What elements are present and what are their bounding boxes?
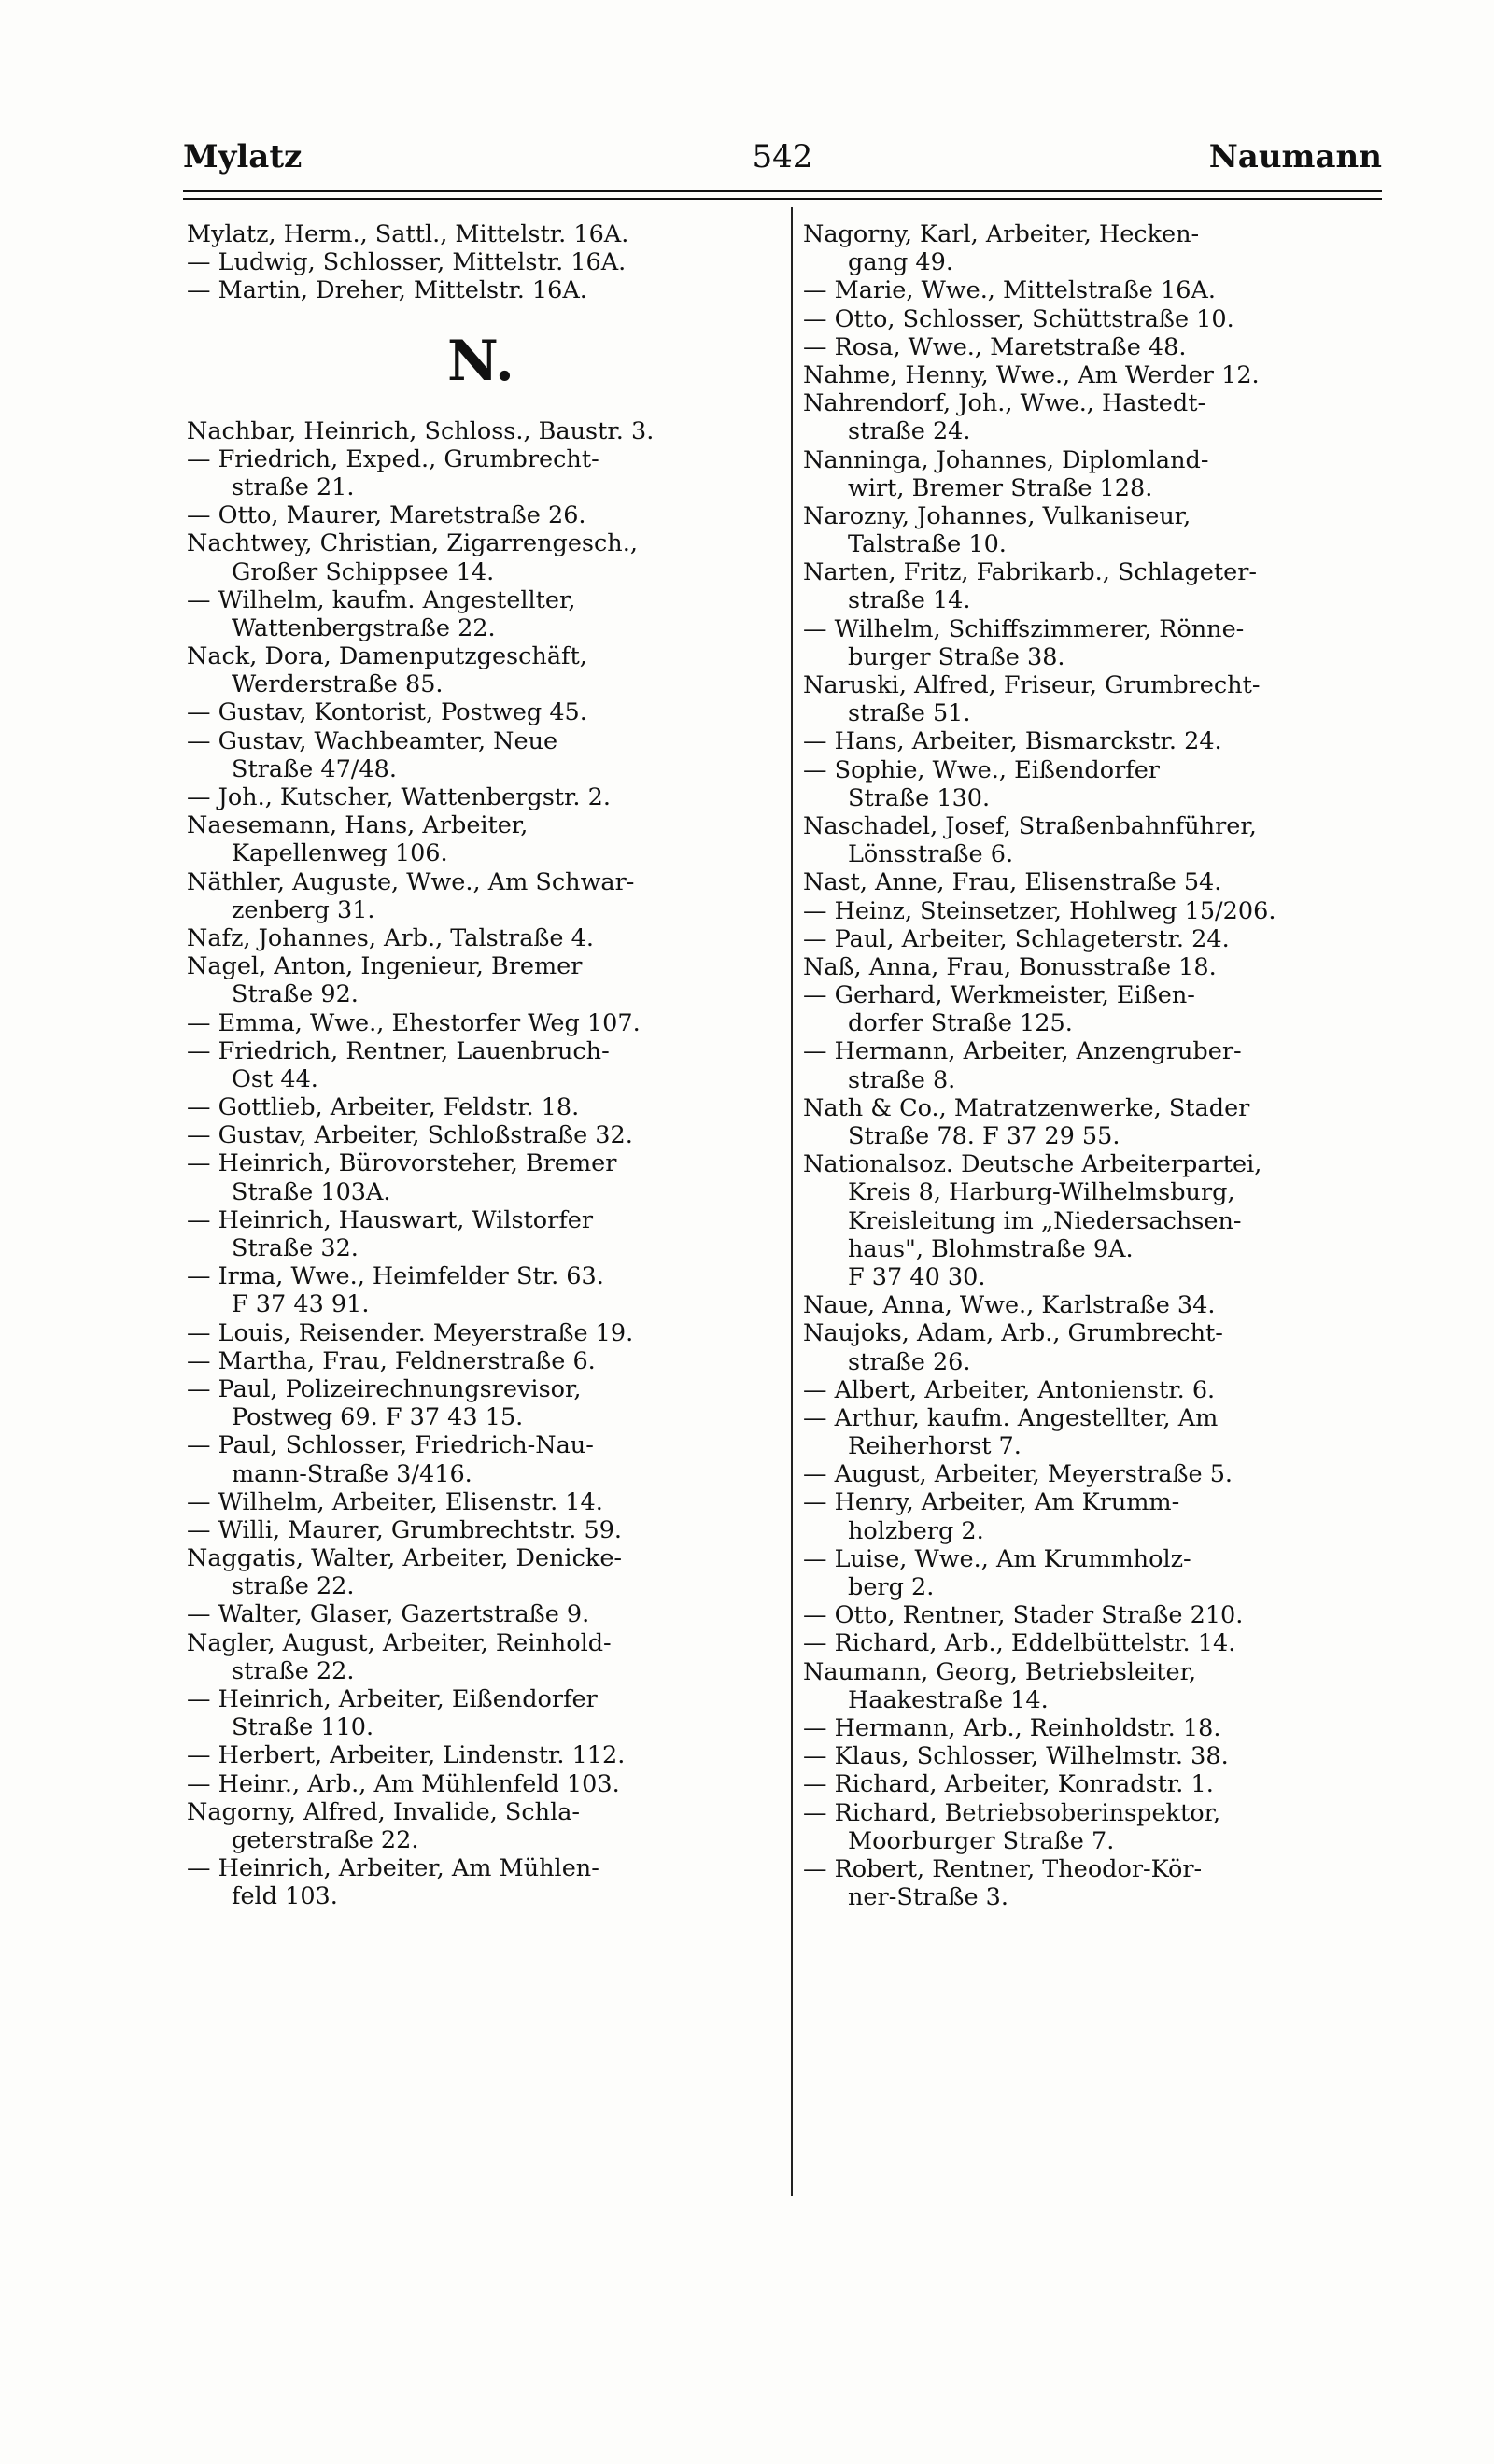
- entry-continuation-line: geterstraße 22.: [232, 1825, 419, 1854]
- directory-entry-line: — Heinz, Steinsetzer, Hohlweg 15/206.: [803, 896, 1276, 925]
- entry-continuation-line: straße 24.: [848, 417, 971, 446]
- directory-entry-line: — Marie, Wwe., Mittelstraße 16A.: [803, 276, 1216, 305]
- directory-entry-line: — Wilhelm, Arbeiter, Elisenstr. 14.: [187, 1487, 603, 1516]
- directory-entry-line: Nahrendorf, Joh., Wwe., Hastedt-: [803, 389, 1206, 418]
- directory-entry-line: Nack, Dora, Damenputzgeschäft,: [187, 642, 587, 671]
- entry-continuation-line: holzberg 2.: [848, 1516, 984, 1545]
- directory-entry-line: — Hans, Arbeiter, Bismarckstr. 24.: [803, 727, 1222, 756]
- directory-entry-line: — Gustav, Arbeiter, Schloßstraße 32.: [187, 1121, 633, 1150]
- directory-entry-line: — Paul, Polizeirechnungsrevisor,: [187, 1374, 582, 1403]
- directory-entry-line: Naue, Anna, Wwe., Karlstraße 34.: [803, 1291, 1216, 1320]
- entry-continuation-line: F 37 40 30.: [848, 1262, 986, 1291]
- directory-entry-line: Mylatz, Herm., Sattl., Mittelstr. 16A.: [187, 220, 629, 248]
- directory-entry-line: — Otto, Rentner, Stader Straße 210.: [803, 1601, 1244, 1630]
- entry-continuation-line: dorfer Straße 125.: [848, 1009, 1073, 1038]
- directory-entry-line: — Irma, Wwe., Heimfelder Str. 63.: [187, 1262, 604, 1291]
- directory-entry-line: — Hermann, Arbeiter, Anzengruber-: [803, 1037, 1242, 1066]
- entry-continuation-line: Straße 78. F 37 29 55.: [848, 1122, 1120, 1150]
- entry-continuation-line: Reiherhorst 7.: [848, 1432, 1022, 1461]
- entry-continuation-line: zenberg 31.: [232, 895, 375, 924]
- entry-continuation-line: Straße 110.: [232, 1713, 374, 1742]
- directory-entry-line: Naumann, Georg, Betriebsleiter,: [803, 1657, 1197, 1686]
- directory-entry-line: Naß, Anna, Frau, Bonusstraße 18.: [803, 952, 1217, 981]
- directory-entry-line: — Heinrich, Arbeiter, Eißendorfer: [187, 1685, 598, 1713]
- entry-continuation-line: Werderstraße 85.: [232, 670, 444, 699]
- directory-entry-line: — Heinrich, Hauswart, Wilstorfer: [187, 1205, 594, 1234]
- entry-continuation-line: Talstraße 10.: [848, 530, 1007, 559]
- entry-continuation-line: straße 22.: [232, 1656, 355, 1685]
- directory-entry-line: Nast, Anne, Frau, Elisenstraße 54.: [803, 868, 1222, 897]
- directory-entry-line: — Hermann, Arb., Reinholdstr. 18.: [803, 1713, 1221, 1742]
- directory-entry-line: Nanninga, Johannes, Diplomland-: [803, 445, 1209, 474]
- directory-entry-line: — Joh., Kutscher, Wattenbergstr. 2.: [187, 783, 611, 811]
- header-left-keyword: Mylatz: [183, 138, 303, 176]
- directory-entry-line: Narten, Fritz, Fabrikarb., Schlageter-: [803, 558, 1258, 587]
- right-column: [803, 220, 1391, 1911]
- page-header: [183, 138, 1382, 185]
- directory-entry-line: — Otto, Schlosser, Schüttstraße 10.: [803, 304, 1234, 333]
- directory-entry-line: Nagorny, Alfred, Invalide, Schla-: [187, 1797, 581, 1826]
- entry-continuation-line: straße 8.: [848, 1065, 956, 1094]
- directory-entry-line: Nachtwey, Christian, Zigarrengesch.,: [187, 529, 638, 558]
- left-column: [187, 220, 775, 1911]
- directory-entry-line: Nagler, August, Arbeiter, Reinhold-: [187, 1628, 612, 1657]
- entry-continuation-line: gang 49.: [848, 248, 953, 277]
- entry-continuation-line: Kreisleitung im „Niedersachsen-: [848, 1206, 1242, 1235]
- directory-entry-line: — Gustav, Kontorist, Postweg 45.: [187, 698, 587, 727]
- directory-entry-line: — Heinrich, Bürovorsteher, Bremer: [187, 1149, 617, 1178]
- directory-entry-line: — Martha, Frau, Feldnerstraße 6.: [187, 1346, 596, 1375]
- directory-entry-line: — Arthur, kaufm. Angestellter, Am: [803, 1403, 1219, 1432]
- directory-entry-line: Nagorny, Karl, Arbeiter, Hecken-: [803, 220, 1200, 248]
- directory-entry-line: — Sophie, Wwe., Eißendorfer: [803, 755, 1160, 784]
- directory-entry-line: — Rosa, Wwe., Maretstraße 48.: [803, 332, 1187, 361]
- entry-continuation-line: wirt, Bremer Straße 128.: [848, 473, 1153, 502]
- entry-continuation-line: Kapellenweg 106.: [232, 839, 448, 868]
- directory-entry-line: Nahme, Henny, Wwe., Am Werder 12.: [803, 360, 1260, 389]
- directory-entry-line: — Emma, Wwe., Ehestorfer Weg 107.: [187, 1008, 641, 1037]
- entry-continuation-line: Kreis 8, Harburg-Wilhelmsburg,: [848, 1178, 1235, 1207]
- entry-continuation-line: Haakestraße 14.: [848, 1685, 1049, 1714]
- entry-continuation-line: feld 103.: [232, 1882, 338, 1911]
- header-right-keyword: Naumann: [1208, 138, 1382, 176]
- directory-entry-line: — Henry, Arbeiter, Am Krumm-: [803, 1488, 1180, 1517]
- directory-entry-line: Nationalsoz. Deutsche Arbeiterpartei,: [803, 1150, 1262, 1179]
- entry-continuation-line: Großer Schippsee 14.: [232, 557, 495, 586]
- directory-entry-line: Naschadel, Josef, Straßenbahnführer,: [803, 811, 1257, 840]
- directory-entry-line: Naujoks, Adam, Arb., Grumbrecht-: [803, 1319, 1223, 1348]
- header-rule-top: [183, 190, 1382, 192]
- entry-continuation-line: Straße 32.: [232, 1234, 359, 1262]
- directory-entry-line: Naggatis, Walter, Arbeiter, Denicke-: [187, 1544, 623, 1573]
- entry-continuation-line: Straße 103A.: [232, 1177, 391, 1206]
- section-letter-heading: N.: [447, 328, 514, 394]
- directory-entry-line: — Luise, Wwe., Am Krummholz-: [803, 1544, 1191, 1573]
- directory-entry-line: — Friedrich, Exped., Grumbrecht-: [187, 444, 599, 473]
- directory-entry-line: Nachbar, Heinrich, Schloss., Baustr. 3.: [187, 416, 655, 445]
- directory-entry-line: — Heinr., Arb., Am Mühlenfeld 103.: [187, 1769, 620, 1798]
- directory-entry-line: Nath & Co., Matratzenwerke, Stader: [803, 1093, 1250, 1122]
- directory-entry-line: — August, Arbeiter, Meyerstraße 5.: [803, 1460, 1233, 1489]
- page-number: 542: [752, 138, 813, 176]
- entry-continuation-line: mann-Straße 3/416.: [232, 1459, 472, 1488]
- entry-continuation-line: Moorburger Straße 7.: [848, 1826, 1115, 1855]
- directory-entry-line: — Otto, Maurer, Maretstraße 26.: [187, 501, 586, 530]
- directory-entry-line: — Paul, Schlosser, Friedrich-Nau-: [187, 1431, 594, 1460]
- directory-entry-line: Nagel, Anton, Ingenieur, Bremer: [187, 952, 583, 981]
- entry-continuation-line: berg 2.: [848, 1573, 935, 1601]
- directory-entry-line: — Heinrich, Arbeiter, Am Mühlen-: [187, 1854, 599, 1883]
- entry-continuation-line: straße 21.: [232, 472, 355, 501]
- directory-entry-line: Nafz, Johannes, Arb., Talstraße 4.: [187, 923, 594, 952]
- entry-continuation-line: Postweg 69. F 37 43 15.: [232, 1403, 524, 1432]
- column-divider: [791, 207, 793, 2196]
- directory-entry-line: — Gerhard, Werkmeister, Eißen-: [803, 981, 1195, 1010]
- directory-entry-line: — Louis, Reisender. Meyerstraße 19.: [187, 1318, 634, 1347]
- entry-continuation-line: Wattenbergstraße 22.: [232, 613, 496, 642]
- header-rule-bottom: [183, 198, 1382, 200]
- directory-entry-line: Näthler, Auguste, Wwe., Am Schwar-: [187, 867, 635, 896]
- directory-entry-line: Naesemann, Hans, Arbeiter,: [187, 811, 529, 840]
- directory-entry-line: — Gustav, Wachbeamter, Neue: [187, 726, 558, 755]
- directory-entry-line: — Robert, Rentner, Theodor-Kör-: [803, 1854, 1203, 1883]
- directory-entry-line: — Richard, Arbeiter, Konradstr. 1.: [803, 1770, 1214, 1799]
- entry-continuation-line: Ost 44.: [232, 1064, 318, 1093]
- entry-continuation-line: haus", Blohmstraße 9A.: [848, 1234, 1134, 1263]
- entry-continuation-line: Lönsstraße 6.: [848, 840, 1014, 869]
- directory-entry-line: — Ludwig, Schlosser, Mittelstr. 16A.: [187, 248, 627, 277]
- directory-entry-line: — Willi, Maurer, Grumbrechtstr. 59.: [187, 1515, 623, 1544]
- entry-continuation-line: straße 14.: [848, 586, 971, 615]
- directory-entry-line: — Herbert, Arbeiter, Lindenstr. 112.: [187, 1741, 626, 1770]
- directory-entry-line: — Paul, Arbeiter, Schlageterstr. 24.: [803, 924, 1230, 953]
- directory-entry-line: — Walter, Glaser, Gazertstraße 9.: [187, 1600, 590, 1629]
- directory-entry-line: — Richard, Betriebsoberinspektor,: [803, 1798, 1221, 1827]
- entry-continuation-line: Straße 92.: [232, 980, 359, 1009]
- directory-entry-line: — Friedrich, Rentner, Lauenbruch-: [187, 1036, 610, 1065]
- entry-continuation-line: burger Straße 38.: [848, 642, 1065, 671]
- entry-continuation-line: Straße 130.: [848, 783, 991, 812]
- entry-continuation-line: Straße 47/48.: [232, 754, 397, 783]
- directory-entry-line: — Wilhelm, kaufm. Angestellter,: [187, 585, 576, 614]
- directory-entry-line: — Gottlieb, Arbeiter, Feldstr. 18.: [187, 1093, 580, 1122]
- directory-entry-line: Narozny, Johannes, Vulkaniseur,: [803, 501, 1191, 530]
- directory-entry-line: — Albert, Arbeiter, Antonienstr. 6.: [803, 1375, 1216, 1404]
- entry-continuation-line: straße 22.: [232, 1572, 355, 1601]
- directory-entry-line: — Wilhelm, Schiffszimmerer, Rönne-: [803, 614, 1245, 643]
- entry-continuation-line: straße 26.: [848, 1347, 971, 1376]
- entry-continuation-line: F 37 43 91.: [232, 1290, 370, 1319]
- entry-continuation-line: straße 51.: [848, 699, 971, 728]
- directory-entry-line: Naruski, Alfred, Friseur, Grumbrecht-: [803, 671, 1261, 699]
- directory-entry-line: — Martin, Dreher, Mittelstr. 16A.: [187, 276, 587, 305]
- directory-entry-line: — Richard, Arb., Eddelbüttelstr. 14.: [803, 1629, 1236, 1658]
- directory-entry-line: — Klaus, Schlosser, Wilhelmstr. 38.: [803, 1742, 1229, 1771]
- entry-continuation-line: ner-Straße 3.: [848, 1883, 1008, 1912]
